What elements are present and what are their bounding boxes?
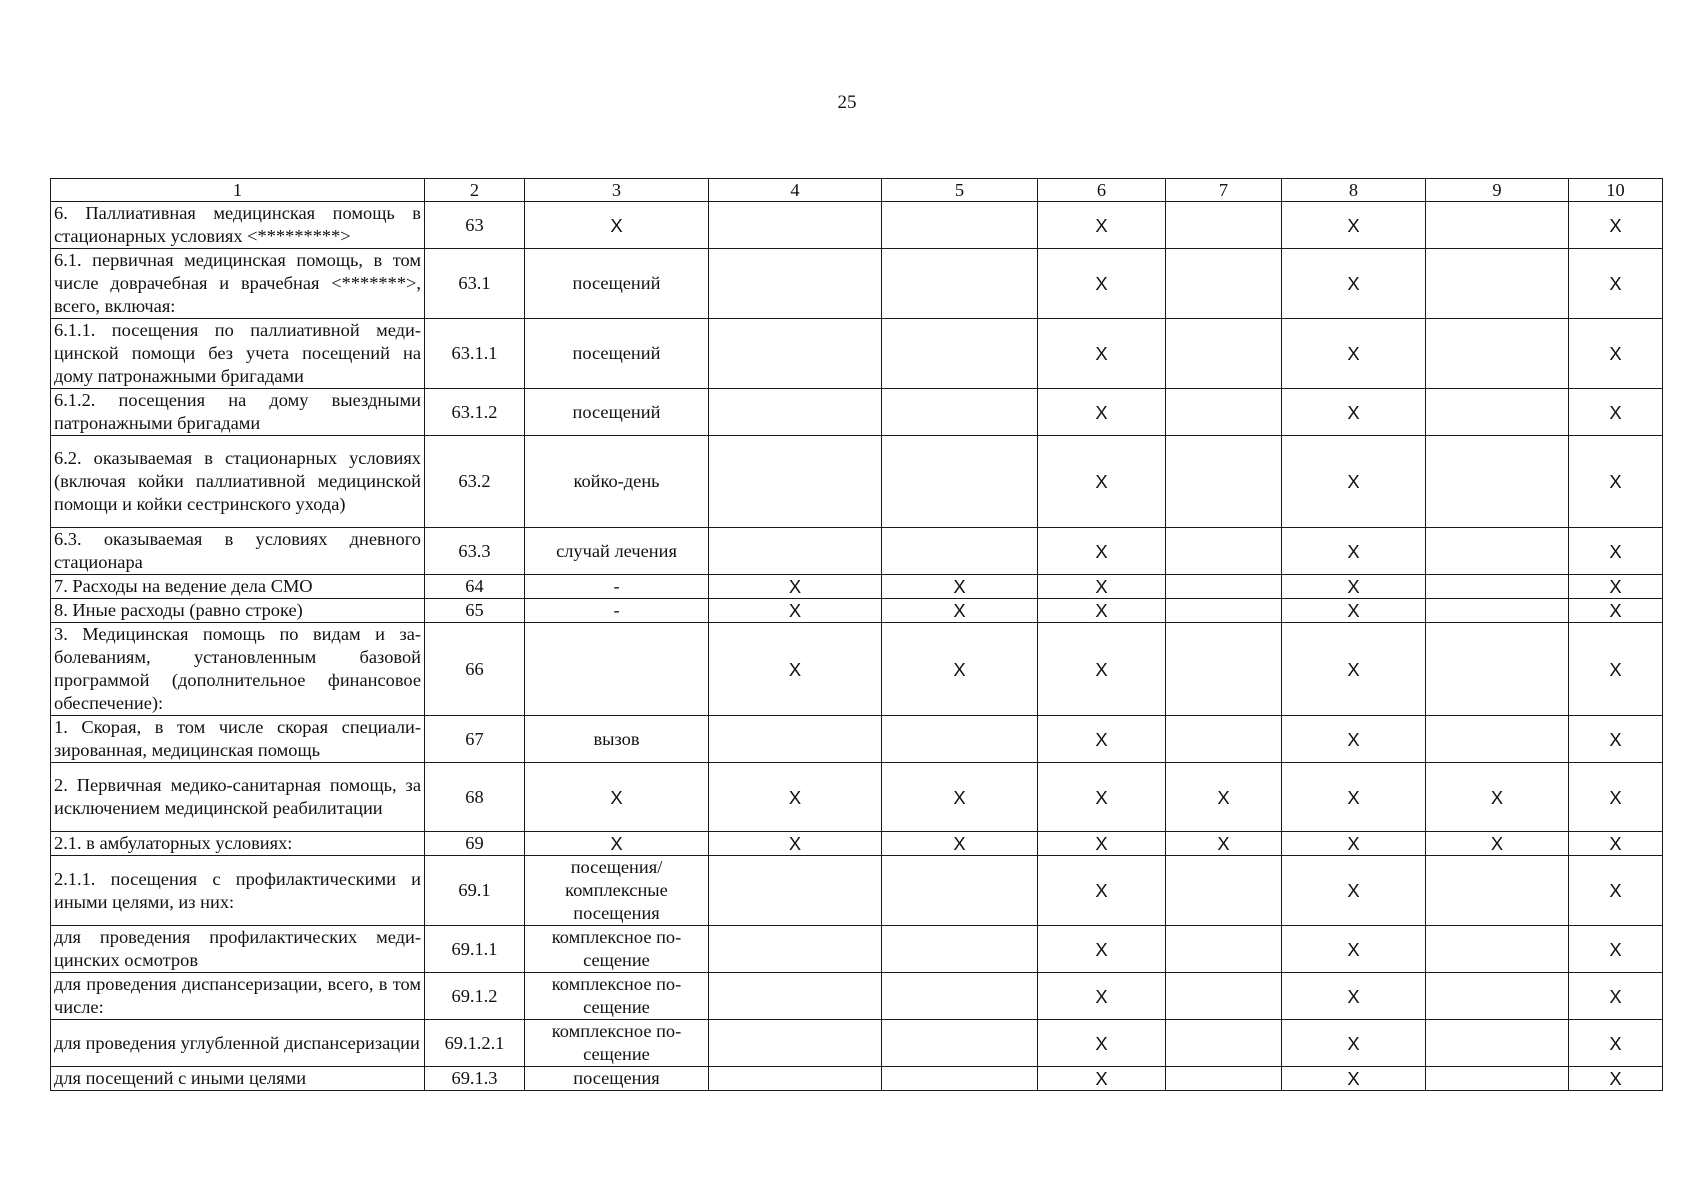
row-code: 64 [425, 575, 525, 599]
cell-col-6: X [1038, 763, 1166, 832]
cell-col-4 [709, 973, 882, 1020]
cell-col-10: X [1569, 249, 1663, 319]
table-row [51, 575, 1663, 599]
row-label: 2.1. в амбулаторных условиях: [51, 832, 425, 856]
cell-col-6: X [1038, 389, 1166, 436]
row-code: 63.3 [425, 528, 525, 575]
row-unit: вызов [525, 716, 709, 763]
table-row [51, 1020, 1663, 1067]
cell-col-9 [1426, 389, 1569, 436]
cell-col-8: X [1282, 856, 1426, 926]
column-header: 4 [709, 179, 882, 202]
cell-col-5 [882, 389, 1038, 436]
cell-col-9 [1426, 436, 1569, 528]
cell-col-8: X [1282, 763, 1426, 832]
cell-col-5 [882, 973, 1038, 1020]
cell-col-10: X [1569, 436, 1663, 528]
cell-col-8: X [1282, 716, 1426, 763]
cell-col-4 [709, 436, 882, 528]
cell-col-9 [1426, 623, 1569, 716]
row-label: 8. Иные расходы (равно строке) [51, 599, 425, 623]
cell-col-6: X [1038, 856, 1166, 926]
cell-col-5 [882, 1020, 1038, 1067]
cell-col-5 [882, 528, 1038, 575]
cell-col-4 [709, 926, 882, 973]
cell-col-5: X [882, 599, 1038, 623]
row-unit: комплексное посещение [525, 1020, 709, 1067]
column-header: 2 [425, 179, 525, 202]
row-unit: комплексное посещение [525, 973, 709, 1020]
cell-col-7 [1166, 1067, 1282, 1091]
table-row [51, 716, 1663, 763]
cell-col-10: X [1569, 575, 1663, 599]
cell-col-7 [1166, 1020, 1282, 1067]
cell-col-9 [1426, 599, 1569, 623]
row-unit: койко-день [525, 436, 709, 528]
cell-col-4: X [709, 763, 882, 832]
table-row [51, 599, 1663, 623]
row-label: 6.1.2. посещения на дому выездными патронажными бригадами [51, 389, 425, 436]
table-row [51, 623, 1663, 716]
cell-col-10: X [1569, 202, 1663, 249]
row-label: для проведения углубленной диспансеризации [51, 1020, 425, 1067]
cell-col-5 [882, 436, 1038, 528]
cell-col-6: X [1038, 599, 1166, 623]
row-code: 63.1.2 [425, 389, 525, 436]
cell-col-4: X [709, 623, 882, 716]
cell-col-5: X [882, 832, 1038, 856]
cell-col-5 [882, 319, 1038, 389]
row-label: для посещений с иными целями [51, 1067, 425, 1091]
row-unit: случай лечения [525, 528, 709, 575]
cell-col-8: X [1282, 436, 1426, 528]
cell-col-10: X [1569, 528, 1663, 575]
column-header: 3 [525, 179, 709, 202]
row-label: 6.2. оказываемая в стационарных условиях (включая койки паллиативной медицинской помощи и койки сестринского ухода) [51, 436, 425, 528]
cell-col-4 [709, 249, 882, 319]
table-row [51, 856, 1663, 926]
cell-col-6: X [1038, 436, 1166, 528]
cell-col-7 [1166, 623, 1282, 716]
cell-col-9 [1426, 926, 1569, 973]
cell-col-5 [882, 1067, 1038, 1091]
cell-col-6: X [1038, 249, 1166, 319]
cell-col-10: X [1569, 832, 1663, 856]
cell-col-9 [1426, 973, 1569, 1020]
table-row [51, 389, 1663, 436]
cell-col-5: X [882, 623, 1038, 716]
row-code: 67 [425, 716, 525, 763]
row-label: 6.1.1. посещения по паллиативной медицинской помощи без учета посещений на дому патронажными бригадами [51, 319, 425, 389]
row-unit: посещений [525, 249, 709, 319]
cell-col-9 [1426, 202, 1569, 249]
column-header: 7 [1166, 179, 1282, 202]
cell-col-10: X [1569, 1067, 1663, 1091]
row-code: 63.1 [425, 249, 525, 319]
row-code: 69.1 [425, 856, 525, 926]
cell-col-9: X [1426, 832, 1569, 856]
cell-col-7 [1166, 528, 1282, 575]
cell-col-6: X [1038, 528, 1166, 575]
cell-col-7 [1166, 436, 1282, 528]
cell-col-10: X [1569, 623, 1663, 716]
row-code: 63 [425, 202, 525, 249]
row-unit: посещений [525, 389, 709, 436]
row-label: 6. Паллиативная медицинская помощь в стационарных условиях <*********> [51, 202, 425, 249]
cell-col-7 [1166, 202, 1282, 249]
row-unit [525, 623, 709, 716]
row-label: 3. Медицинская помощь по видам и заболеваниям, установленным базовой программой (дополнительное финансовое обеспечение): [51, 623, 425, 716]
cell-col-4 [709, 202, 882, 249]
cell-col-6: X [1038, 926, 1166, 973]
cell-col-10: X [1569, 763, 1663, 832]
cell-col-5 [882, 249, 1038, 319]
row-label: для проведения диспансеризации, всего, в том числе: [51, 973, 425, 1020]
row-unit: X [525, 832, 709, 856]
cell-col-6: X [1038, 1067, 1166, 1091]
row-unit: X [525, 202, 709, 249]
cell-col-7 [1166, 249, 1282, 319]
row-unit: посещений [525, 319, 709, 389]
row-unit: посещения [525, 1067, 709, 1091]
cell-col-4 [709, 716, 882, 763]
row-code: 63.1.1 [425, 319, 525, 389]
column-header: 10 [1569, 179, 1663, 202]
table-row [51, 832, 1663, 856]
table-row [51, 202, 1663, 249]
cell-col-9 [1426, 716, 1569, 763]
cell-col-8: X [1282, 575, 1426, 599]
cell-col-4 [709, 856, 882, 926]
row-code: 69 [425, 832, 525, 856]
column-header: 8 [1282, 179, 1426, 202]
cell-col-6: X [1038, 623, 1166, 716]
cell-col-10: X [1569, 319, 1663, 389]
column-header: 9 [1426, 179, 1569, 202]
cell-col-5 [882, 926, 1038, 973]
cell-col-4 [709, 319, 882, 389]
cell-col-5: X [882, 763, 1038, 832]
cell-col-8: X [1282, 1067, 1426, 1091]
cell-col-4 [709, 528, 882, 575]
row-label: 2. Первичная медико-санитарная помощь, за исключением медицинской реабилитации [51, 763, 425, 832]
table-row [51, 528, 1663, 575]
cell-col-9 [1426, 249, 1569, 319]
row-label: 6.1. первичная медицинская помощь, в том числе доврачебная и врачебная <*******>, всего, включая: [51, 249, 425, 319]
cell-col-10: X [1569, 599, 1663, 623]
row-code: 65 [425, 599, 525, 623]
row-label: 7. Расходы на ведение дела СМО [51, 575, 425, 599]
cell-col-6: X [1038, 832, 1166, 856]
table-row [51, 973, 1663, 1020]
row-label: для проведения профилактических медицинских осмотров [51, 926, 425, 973]
cell-col-9 [1426, 528, 1569, 575]
row-label: 2.1.1. посещения с профилактическими и иными целями, из них: [51, 856, 425, 926]
cell-col-4 [709, 389, 882, 436]
cell-col-10: X [1569, 856, 1663, 926]
row-code: 69.1.1 [425, 926, 525, 973]
cell-col-8: X [1282, 1020, 1426, 1067]
row-code: 69.1.2 [425, 973, 525, 1020]
cell-col-7 [1166, 319, 1282, 389]
cell-col-9 [1426, 319, 1569, 389]
cell-col-7: X [1166, 832, 1282, 856]
cell-col-4: X [709, 599, 882, 623]
cell-col-7 [1166, 973, 1282, 1020]
cell-col-6: X [1038, 716, 1166, 763]
cell-col-6: X [1038, 319, 1166, 389]
cell-col-9 [1426, 1067, 1569, 1091]
cell-col-7 [1166, 716, 1282, 763]
row-code: 66 [425, 623, 525, 716]
cell-col-5 [882, 202, 1038, 249]
cell-col-10: X [1569, 973, 1663, 1020]
cell-col-8: X [1282, 926, 1426, 973]
page-number: 25 [837, 92, 857, 113]
table-row [51, 249, 1663, 319]
cell-col-8: X [1282, 623, 1426, 716]
row-code: 69.1.3 [425, 1067, 525, 1091]
cell-col-9: X [1426, 763, 1569, 832]
cell-col-8: X [1282, 528, 1426, 575]
column-header: 1 [51, 179, 425, 202]
cell-col-7 [1166, 599, 1282, 623]
cell-col-4 [709, 1067, 882, 1091]
cell-col-7 [1166, 926, 1282, 973]
row-unit: посещения/комплексные посещения [525, 856, 709, 926]
row-code: 69.1.2.1 [425, 1020, 525, 1067]
table-row [51, 1067, 1663, 1091]
cell-col-8: X [1282, 389, 1426, 436]
row-unit: комплексное посещение [525, 926, 709, 973]
data-table [50, 178, 1663, 1091]
row-unit: - [525, 599, 709, 623]
cell-col-6: X [1038, 202, 1166, 249]
header-row [51, 179, 1663, 202]
row-label: 6.3. оказываемая в условиях дневного стационара [51, 528, 425, 575]
cell-col-8: X [1282, 599, 1426, 623]
cell-col-4: X [709, 575, 882, 599]
cell-col-9 [1426, 1020, 1569, 1067]
cell-col-5 [882, 716, 1038, 763]
row-code: 68 [425, 763, 525, 832]
cell-col-6: X [1038, 575, 1166, 599]
cell-col-7 [1166, 389, 1282, 436]
table-row [51, 436, 1663, 528]
row-label: 1. Скорая, в том числе скорая специализированная, медицинская помощь [51, 716, 425, 763]
cell-col-5 [882, 856, 1038, 926]
cell-col-4 [709, 1020, 882, 1067]
cell-col-7 [1166, 575, 1282, 599]
cell-col-10: X [1569, 389, 1663, 436]
cell-col-10: X [1569, 1020, 1663, 1067]
cell-col-4: X [709, 832, 882, 856]
row-code: 63.2 [425, 436, 525, 528]
cell-col-8: X [1282, 973, 1426, 1020]
cell-col-10: X [1569, 926, 1663, 973]
column-header: 6 [1038, 179, 1166, 202]
cell-col-5: X [882, 575, 1038, 599]
table-row [51, 319, 1663, 389]
cell-col-7: X [1166, 763, 1282, 832]
cell-col-8: X [1282, 249, 1426, 319]
cell-col-8: X [1282, 832, 1426, 856]
cell-col-8: X [1282, 202, 1426, 249]
cell-col-6: X [1038, 1020, 1166, 1067]
cell-col-10: X [1569, 716, 1663, 763]
cell-col-6: X [1038, 973, 1166, 1020]
cell-col-8: X [1282, 319, 1426, 389]
cell-col-7 [1166, 856, 1282, 926]
table-row [51, 763, 1663, 832]
cell-col-9 [1426, 575, 1569, 599]
table-row [51, 926, 1663, 973]
column-header: 5 [882, 179, 1038, 202]
row-unit: X [525, 763, 709, 832]
row-unit: - [525, 575, 709, 599]
cell-col-9 [1426, 856, 1569, 926]
